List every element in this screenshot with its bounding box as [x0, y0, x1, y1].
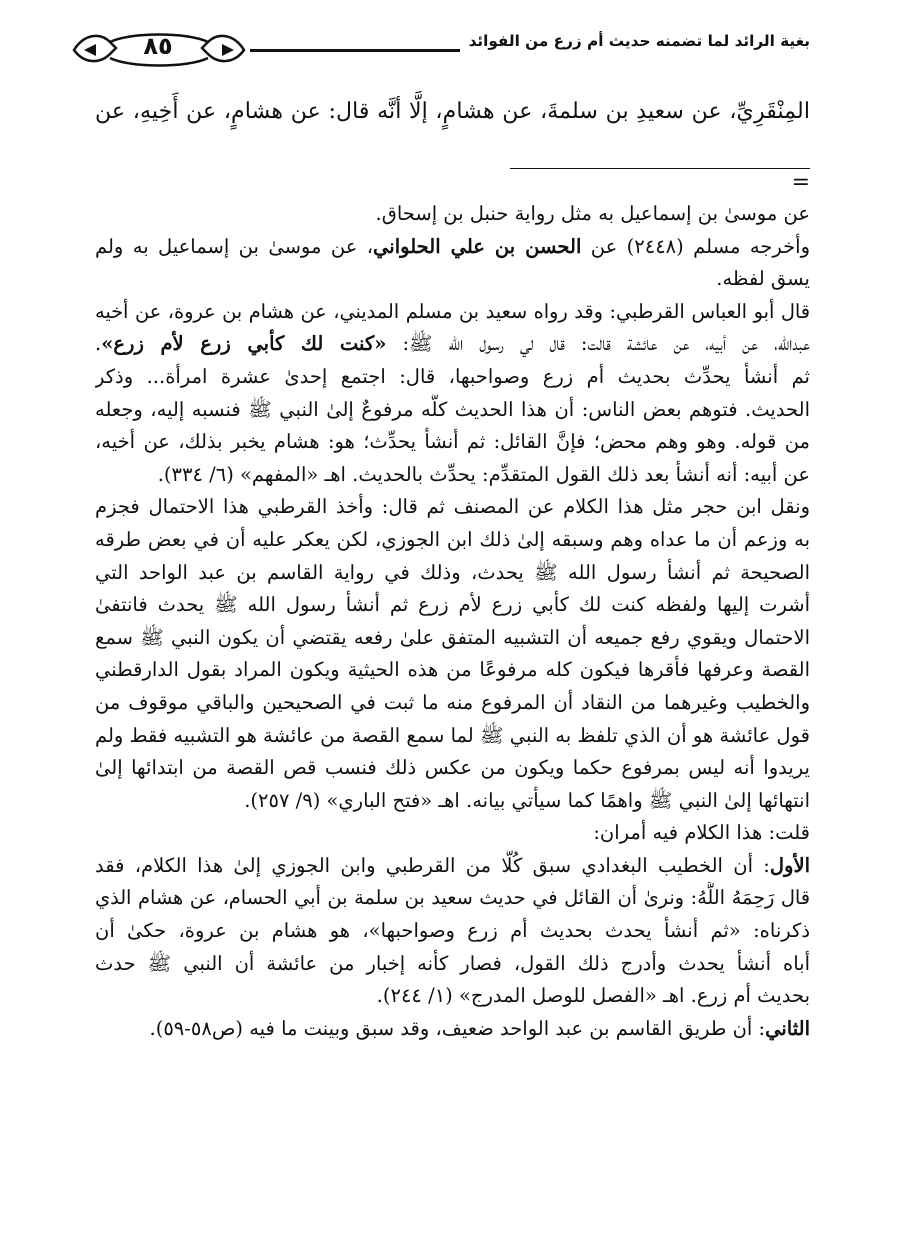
footnote-paragraph	[95, 850, 810, 1013]
footnote-separator	[510, 168, 810, 169]
footnote-line: ذكرناه: «ثم أنشأ يحدث بحديث أم زرع وصواحبها»، هو هشام بن عروة، حكىٰ أن	[95, 919, 810, 943]
text-run: .	[95, 332, 102, 356]
point-label: الأول	[769, 853, 810, 877]
text-run: وأخرجه مسلم (٢٤٤٨) عن	[581, 234, 810, 258]
page-number-ornament	[70, 28, 248, 72]
footnotes	[95, 198, 810, 1045]
footnote-paragraph	[95, 296, 810, 492]
narrator-name: الحسن بن علي الحلواني	[373, 234, 582, 258]
footnote-line	[95, 850, 810, 883]
footnote-line	[95, 1013, 810, 1046]
page-header	[70, 22, 810, 74]
text-run: عبدالله، عن أبيه، عن عائشة قالت: قال لي رسول الله ﷺ:	[386, 332, 810, 356]
footnote-line: يسق لفظه.	[716, 267, 810, 291]
footnote-line: قول عائشة هو أن الذي تلفظ به النبي ﷺ لما سمع القصة من عائشة هو التشبيه فقط ولم	[95, 723, 810, 747]
hadith-quote: «كنت لك كأبي زرع لأم زرع»	[101, 332, 387, 356]
footnote-line: أباه أنشأ يحدث وأدرج ذلك القول، فصار كأنه إخبار من عائشة أن النبي ﷺ حدث	[95, 951, 810, 975]
running-title: بغية الرائد لما تضمنه حديث أم زرع من الفوائد	[468, 32, 810, 50]
footnote-line: عن موسىٰ بن إسماعيل به مثل رواية حنبل بن إسحاق.	[375, 202, 810, 225]
footnote-paragraph	[95, 231, 810, 296]
footnote-line: الاحتمال ويقوي رفع جميعه أن التشبيه المتفق علىٰ رفعه يقتضي أن يكون النبي ﷺ سمع	[95, 625, 810, 649]
footnote-continuation-mark: =	[791, 170, 810, 195]
footnote-line: قال رَحِمَهُ اللَّهُ: ونرىٰ أن القائل في حديث سعيد بن سلمة بن أبي الحسام، عن هشام الذي	[95, 886, 810, 910]
page-number: ٨٥	[143, 32, 173, 60]
footnote-line: أشرت إليها ولفظه كنت لك كأبي زرع لأم زرع ثم أنشأ رسول الله ﷺ يحدث فانتفىٰ	[95, 593, 810, 617]
footnote-line: به وزعم أن ما عداه وهم وسبقه إلىٰ ذلك ابن الجوزي، لكن يعكر عليه أن في بعض طرقه	[95, 527, 810, 551]
text-run: ، عن موسىٰ بن إسماعيل به ولم	[95, 234, 374, 258]
footnote-line: الصحيحة ثم أنشأ رسول الله ﷺ يحدث، وذلك في رواية القاسم بن عبد الواحد التي	[95, 560, 810, 584]
main-text-line: المِنْقَرِيِّ، عن سعيدِ بن سلمةَ، عن هشامٍ، إلَّا أنَّه قال: عن هشامٍ، عن أَخِيهِ، عن	[95, 98, 810, 124]
header-rule	[250, 49, 460, 52]
footnote-line: قال أبو العباس القرطبي: وقد رواه سعيد بن مسلم المديني، عن هشام بن عروة، عن أخيه	[95, 299, 810, 323]
footnote-line: يريدوا أنه ليس بمرفوع حكما ويكون من عكس ذلك فنسب قص القصة من ابتدائها إلىٰ	[95, 756, 810, 780]
footnote-line: ونقل ابن حجر مثل هذا الكلام عن المصنف ثم قال: وأخذ القرطبي هذا الاحتمال فجزم	[95, 495, 810, 519]
footnote-paragraph	[95, 491, 810, 817]
footnote-line: ثم أنشأ يحدِّث بحديث أم زرع وصواحبها، قال: اجتمع إحدىٰ عشرة امرأة... وذكر	[95, 364, 810, 388]
footnote-paragraph	[95, 1013, 810, 1046]
footnote-line	[95, 328, 810, 361]
footnote-line: بحديث أم زرع. اهـ «الفصل للوصل المدرج» (١/ ٢٤٤).	[376, 984, 810, 1008]
footnote-line: الحديث. فتوهم بعض الناس: أن هذا الحديث كلَّه مرفوعٌ إلىٰ النبي ﷺ فنسبه إليه، وجعله	[95, 397, 810, 421]
footnote-line: قلت: هذا الكلام فيه أمران:	[593, 821, 810, 845]
text-run: : أن طريق القاسم بن عبد الواحد ضعيف، وقد سبق وبينت ما فيه (ص٥٨-٥٩).	[149, 1016, 766, 1040]
text-run: : أن الخطيب البغدادي سبق كُلًّا من القرطبي وابن الجوزي إلىٰ هذا الكلام، فقد	[95, 853, 770, 877]
footnote-line: من قوله. وهو وهم محض؛ فإنَّ القائل: ثم أنشأ يحدِّث؛ هو: هشام يخبر بذلك، عن أخيه،	[95, 430, 810, 454]
footnote-line: والخطيب وغيرهما من النقاد أن المرفوع منه ما ثبت في الصحيحين والباقي موقوف من	[95, 690, 810, 714]
footnote-line: القصة وعرفها فأقرها فيكون كله مرفوعًا من هذه الحيثية ويكون المراد بقول الدارقطني	[95, 658, 810, 682]
footnote-paragraph	[95, 817, 810, 850]
footnote-line: عن أبيه: أنه أنشأ بعد ذلك القول المتقدِّم: يحدِّث بالحديث. اهـ «المفهم» (٦/ ٣٣٤).	[157, 462, 810, 486]
footnote-line: انتهائها إلىٰ النبي ﷺ واهمًا كما سيأتي بيانه. اهـ «فتح الباري» (٩/ ٢٥٧).	[244, 788, 810, 812]
point-label: الثاني	[765, 1016, 810, 1040]
footnote-paragraph	[95, 198, 810, 231]
footnote-line	[95, 231, 810, 264]
